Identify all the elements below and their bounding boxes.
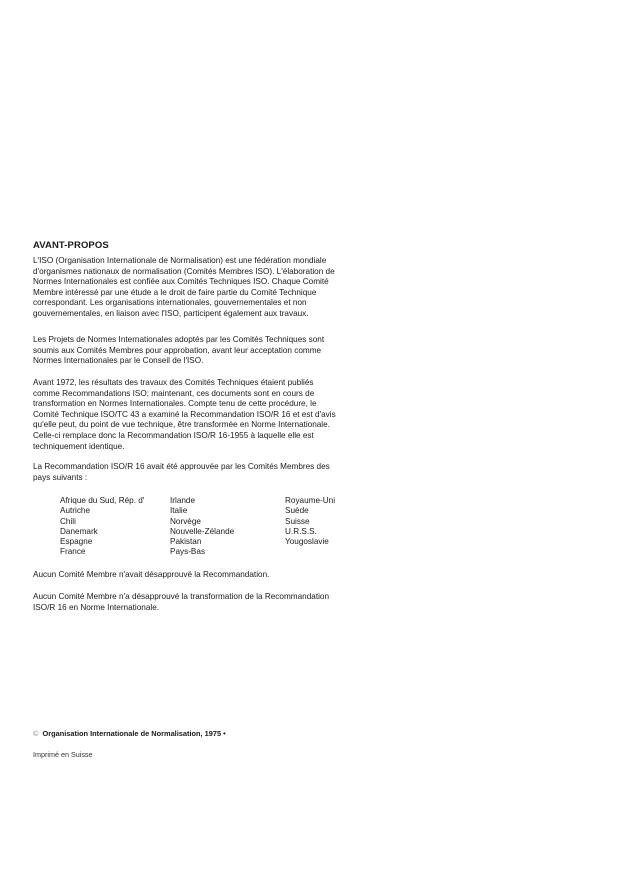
country-item: Pakistan [170, 537, 202, 547]
text-line: qu'elle peut, du point de vue technique, être transformée en Norme Internationale. [33, 420, 330, 430]
text-line: correspondant. Les organisations internationales, gouvernementales et non [33, 298, 307, 308]
text-line: soumis aux Comités Membres pour approbation, avant leur acceptation comme [33, 345, 322, 355]
country-item: Yougoslavie [285, 537, 329, 547]
country-item: Nouvelle-Zélande [170, 526, 235, 536]
paragraph-no-disapproval-transformation [33, 592, 383, 613]
copyright-notice [33, 729, 226, 738]
text-line: Les Projets de Normes Internationales adoptés par les Comités Techniques sont [33, 335, 325, 344]
country-item: Norvège [170, 516, 201, 526]
paragraph-approval [33, 462, 383, 483]
text-line: comme Recommandations ISO; maintenant, ces documents sont en cours de [33, 388, 315, 398]
copyright-symbol: © [33, 729, 39, 738]
text-line: ISO/R 16 en Norme Internationale. [33, 602, 160, 612]
text-line: La Recommandation ISO/R 16 avait été approuvée par les Comités Membres des [33, 462, 330, 471]
text-line: Normes Internationales est confiée aux Comités Techniques ISO. Chaque Comité [33, 277, 329, 287]
text-line: Celle-ci remplace donc la Recommandation ISO/R 16-1955 à laquelle elle est [33, 430, 314, 440]
page-title: AVANT-PROPOS [33, 240, 109, 251]
text-line: techniquement identique. [33, 441, 125, 451]
text-line: d'organismes nationaux de normalisation (Comités Membres ISO). L'élaboration de [33, 266, 335, 276]
country-item: France [60, 547, 86, 557]
country-item: Pays-Bas [170, 547, 206, 557]
country-item: Suisse [285, 516, 310, 526]
text-line: Membre intéressé par une étude a le droit de faire partie du Comité Technique [33, 287, 317, 297]
country-item: Danemark [60, 526, 98, 536]
country-item: Chili [60, 516, 76, 526]
paragraph-no-disapproval-recommendation [33, 570, 383, 581]
country-item: U.R.S.S. [285, 526, 317, 536]
country-column-2 [170, 496, 234, 558]
country-item: Afrique du Sud, Rép. d' [60, 496, 145, 505]
text-line: Aucun Comité Membre n'avait désapprouvé la Recommandation. [33, 570, 270, 579]
text-line: Avant 1972, les résultats des travaux des Comités Techniques étaient publiés [33, 378, 314, 387]
paragraph-history [33, 378, 383, 452]
text-line: Comité Technique ISO/TC 43 a examiné la Recommandation ISO/R 16 et est d'avis [33, 409, 336, 419]
text-line: L'ISO (Organisation Internationale de Normalisation) est une fédération mondiale [33, 256, 327, 265]
text-line: pays suivants : [33, 472, 88, 482]
country-item: Suède [285, 506, 309, 516]
text-line: gouvernementales, en liaison avec l'ISO, participent également aux travaux. [33, 308, 309, 318]
country-item: Italie [170, 506, 188, 516]
country-item: Espagne [60, 537, 93, 547]
country-column-3 [285, 496, 335, 547]
text-line: Aucun Comité Membre n'a désapprouvé la transformation de la Recommandation [33, 592, 330, 601]
country-column-1 [60, 496, 144, 558]
country-item: Royaume-Uni [285, 496, 336, 505]
paragraph-iso-intro [33, 256, 383, 320]
country-item: Autriche [60, 506, 91, 516]
country-item: Irlande [170, 496, 196, 505]
text-line: transformation en Normes Internationales. Compte tenu de cette procédure, le [33, 399, 317, 409]
copyright-text: Organisation Internationale de Normalisation, 1975 • [42, 729, 226, 738]
printed-in-notice: Imprimé en Suisse [33, 750, 93, 759]
text-line: Normes Internationales par le Conseil de l'ISO. [33, 356, 204, 366]
paragraph-projects [33, 335, 383, 367]
